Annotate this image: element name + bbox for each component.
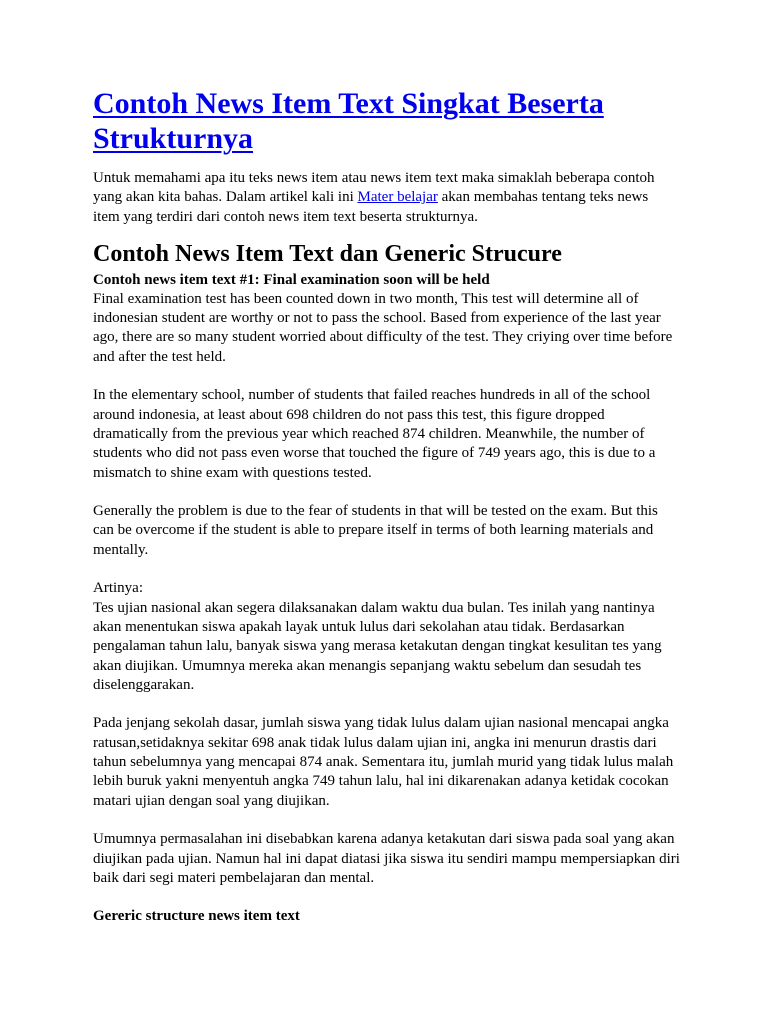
intro-paragraph (93, 169, 675, 227)
english-paragraph-1: Final examination test has been counted down in two month, This test will determine all of indonesian student are worthy or not to pass the school. Based from experience of the last year ago, there are so many student worried about difficulty of the test. They criying over time before and after the test held. (93, 290, 673, 365)
english-paragraph-2: In the elementary school, number of students that failed reaches hundreds in all of the school around indonesia, at least about 698 children do not pass this test, this figure dropped dramatically from the previous year which reached 874 children. Meanwhile, the number of students who did not pass even worse that touched the figure of 749 years ago, this is due to a mismatch to shine exam with questions tested. (93, 387, 656, 481)
mater-belajar-link[interactable]: Mater belajar (357, 189, 438, 206)
translation-paragraph-3: Umumnya permasalahan ini disebabkan karena adanya ketakutan dari siswa pada soal yang akan diujikan pada ujian. Namun hal ini dapat diatasi jika siswa itu sendiri mampu mempersiapkan diri baik dari segi materi pembelajaran dan mental. (93, 831, 680, 886)
translation-label: Artinya: (93, 580, 143, 597)
example-heading: Contoh news item text #1: Final examination soon will be held (93, 271, 490, 288)
intro-text-start: Untuk memahami apa itu teks news item atau news item text maka simaklah beberapa contoh yang akan kita bahas. Dalam artikel kali ini (93, 170, 655, 206)
english-paragraph-3: Generally the problem is due to the fear of students in that will be tested on the exam. But this can be overcome if the student is able to prepare itself in terms of both learning materials and mentally. (93, 503, 658, 558)
structure-heading: Gereric structure news item text (93, 908, 300, 925)
translation-paragraph-1: Tes ujian nasional akan segera dilaksanakan dalam waktu dua bulan. Tes inilah yang nantinya akan menentukan siswa apakah layak untuk lulus dari sekolahan atau tidak. Berdasarkan pengalaman tahun lalu, banyak siswa yang merasa ketakutan dengan tingkat kesulitan tes yang akan diujikan. Umumnya mereka akan menangis sepanjang waktu sebelum dan sesudah tes diselenggarakan. (93, 599, 662, 693)
section-heading: Contoh News Item Text dan Generic Strucure (93, 240, 562, 267)
intro-text-end: akan membahas tentang teks news item yang terdiri dari contoh news item text beserta strukturnya. (93, 189, 649, 225)
article-title-link[interactable]: Contoh News Item Text Singkat Beserta Strukturnya (93, 87, 604, 155)
translation-paragraph-2: Pada jenjang sekolah dasar, jumlah siswa yang tidak lulus dalam ujian nasional mencapai angka ratusan,setidaknya sekitar 698 anak tidak lulus dalam ujian ini, angka ini menurun drastis dari tahun sebelumnya yang mencapai 874 anak. Sementara itu, jumlah murid yang tidak lulus malah lebih buruk yakni menyentuh angka 749 tahun lalu, hal ini dikarenakan adanya ketidak cocokan matari ujian dengan soal yang diujikan. (93, 715, 674, 809)
